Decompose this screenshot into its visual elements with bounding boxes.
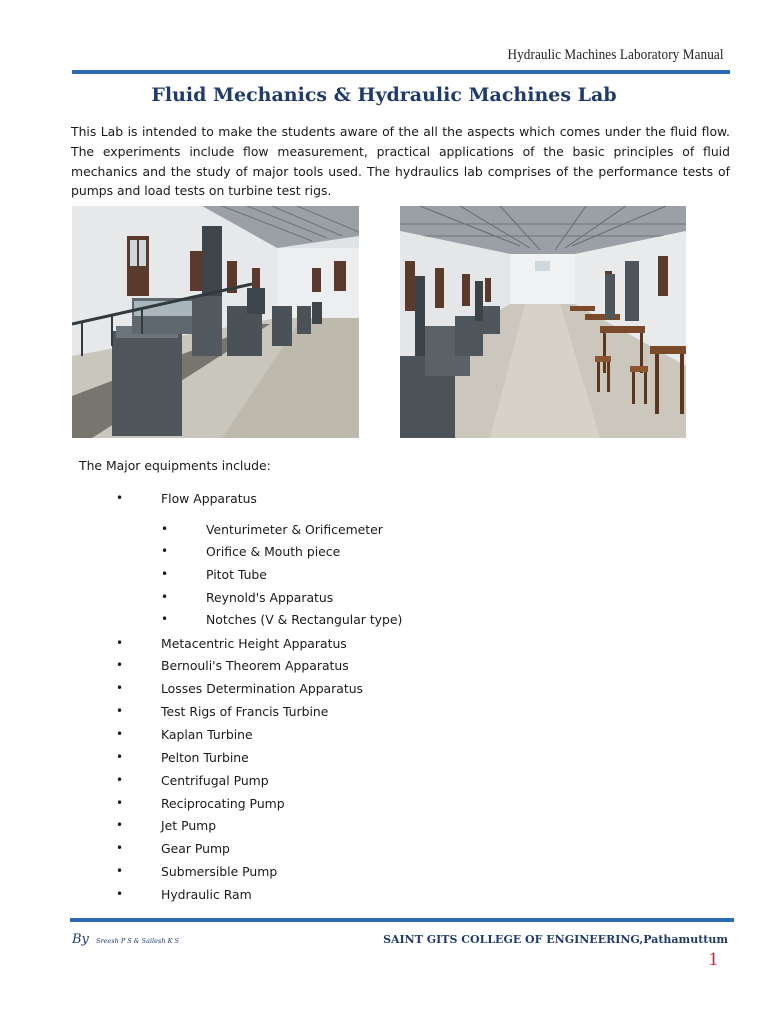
- intro-paragraph: This Lab is intended to make the students aware of the all the aspects which comes under the fluid flow. The experiments include flow measurement, practical applications of the basic principles of fluid mechanics and the study of major tools used. The hydraulics lab comprises of the performance tests of pumps and load tests on turbine test rigs.: [71, 124, 730, 199]
- bullet-icon: •: [116, 704, 124, 718]
- list-item: • Flow Apparatus: [116, 491, 257, 506]
- bullet-icon: •: [161, 612, 169, 626]
- footer-college: SAINT GITS COLLEGE OF ENGINEERING,Pathamuttum: [383, 933, 728, 946]
- list-item: • Bernouli's Theorem Apparatus: [116, 658, 349, 673]
- list-item: • Submersible Pump: [116, 864, 278, 879]
- list-item: • Gear Pump: [116, 841, 230, 856]
- list-item: • Pelton Turbine: [116, 750, 249, 765]
- list-item: • Losses Determination Apparatus: [116, 681, 364, 696]
- list-item: • Hydraulic Ram: [116, 887, 252, 902]
- bullet-icon: •: [116, 658, 124, 672]
- footer-rule: [70, 918, 734, 922]
- bullet-icon: •: [116, 887, 124, 901]
- bullet-icon: •: [116, 796, 124, 810]
- bullet-icon: •: [116, 750, 124, 764]
- footer-authors: Sreesh P S & Sailesh K S: [96, 937, 179, 945]
- header-title: Hydraulic Machines Laboratory Manual: [507, 47, 724, 63]
- page-number: 1: [708, 949, 718, 970]
- bullet-icon: •: [116, 864, 124, 878]
- bullet-icon: •: [161, 590, 169, 604]
- list-item: • Pitot Tube: [161, 567, 267, 582]
- lab-photo-left: [72, 206, 359, 438]
- bullet-icon: •: [116, 681, 124, 695]
- equipment-intro: The Major equipments include:: [79, 458, 271, 473]
- page-title: Fluid Mechanics & Hydraulic Machines Lab: [151, 84, 617, 106]
- header-rule: [72, 70, 730, 74]
- bullet-icon: •: [161, 567, 169, 581]
- list-item: • Reciprocating Pump: [116, 796, 285, 811]
- list-item: • Kaplan Turbine: [116, 727, 253, 742]
- bullet-icon: •: [161, 522, 169, 536]
- list-item: • Reynold's Apparatus: [161, 590, 334, 605]
- bullet-icon: •: [116, 727, 124, 741]
- bullet-icon: •: [116, 773, 124, 787]
- list-item: • Orifice & Mouth piece: [161, 544, 341, 559]
- list-item: • Jet Pump: [116, 818, 217, 833]
- footer-by: By: [72, 932, 89, 947]
- list-item: • Venturimeter & Orificemeter: [161, 522, 383, 537]
- bullet-icon: •: [116, 636, 124, 650]
- list-item: • Centrifugal Pump: [116, 773, 269, 788]
- list-item: • Test Rigs of Francis Turbine: [116, 704, 329, 719]
- bullet-icon: •: [116, 818, 124, 832]
- bullet-icon: •: [116, 491, 124, 505]
- list-item: • Metacentric Height Apparatus: [116, 636, 347, 651]
- lab-photo-right: [400, 206, 686, 438]
- bullet-icon: •: [161, 544, 169, 558]
- bullet-icon: •: [116, 841, 124, 855]
- list-item: • Notches (V & Rectangular type): [161, 612, 403, 627]
